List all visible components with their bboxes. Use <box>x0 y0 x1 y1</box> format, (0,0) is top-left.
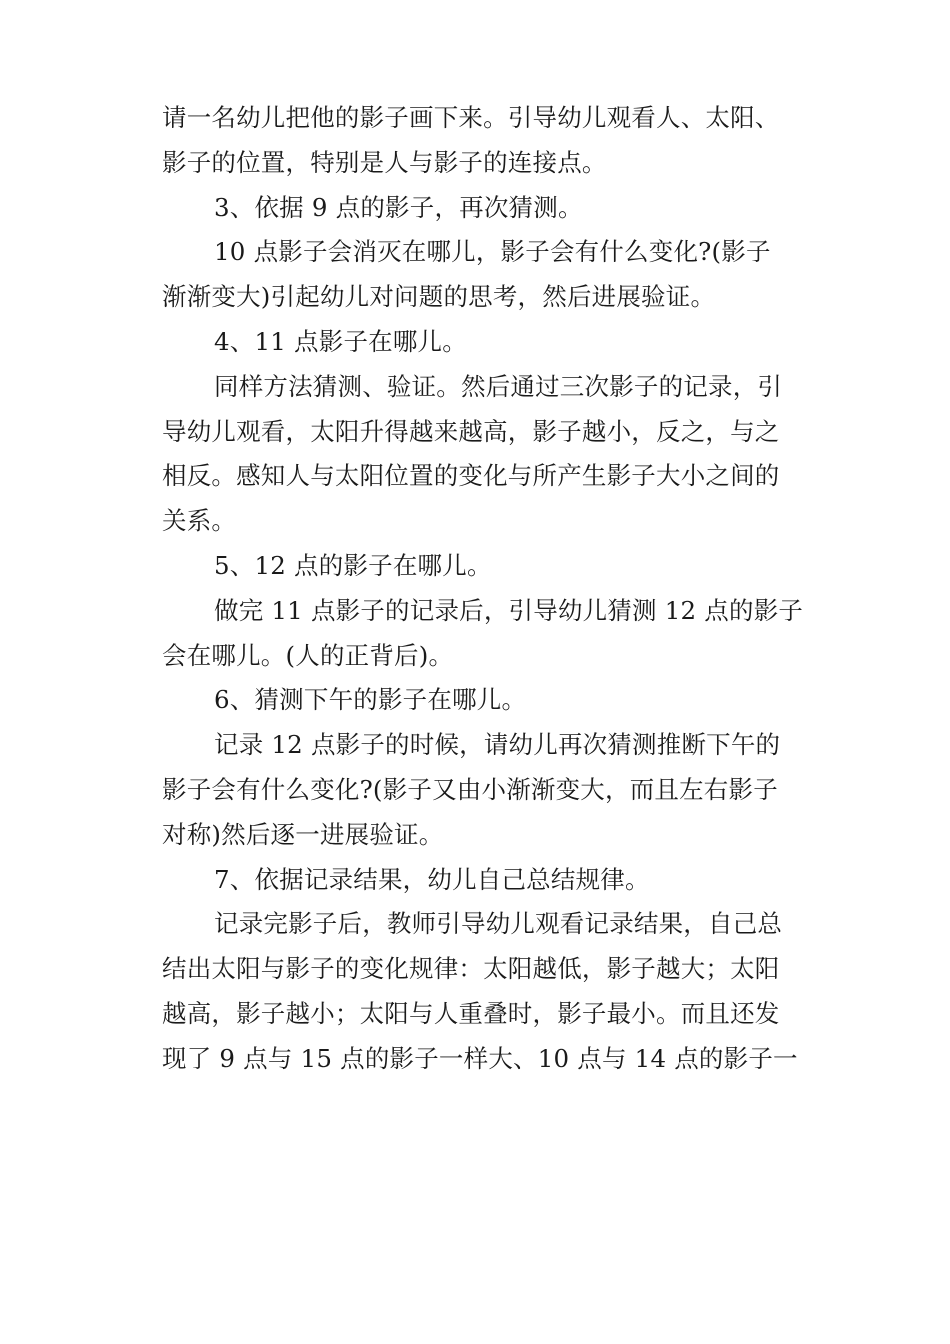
text-line: 影子的位置，特别是人与影子的连接点。 <box>162 147 607 177</box>
text-line: 关系。 <box>162 506 237 536</box>
step-heading: 5、12 点的影子在哪儿。 <box>214 550 492 580</box>
text-line: 对称)然后逐一进展验证。 <box>162 819 444 849</box>
text-line: 结出太阳与影子的变化规律：太阳越低，影子越大；太阳 <box>162 954 780 984</box>
text-line: 相反。感知人与太阳位置的变化与所产生影子大小之间的 <box>162 461 780 491</box>
text-line: 10 点影子会消灭在哪儿，影子会有什么变化?(影子 <box>214 237 771 267</box>
step-heading: 6、猜测下午的影子在哪儿。 <box>214 685 527 715</box>
text-line: 现了 9 点与 15 点的影子一样大、10 点与 14 点的影子一 <box>162 1043 798 1073</box>
text-line: 会在哪儿。(人的正背后)。 <box>162 640 454 670</box>
text-line: 请一名幼儿把他的影子画下来。引导幼儿观看人、太阳、 <box>162 103 780 132</box>
text-line: 越高，影子越小；太阳与人重叠时，影子最小。而且还发 <box>162 998 780 1028</box>
step-heading: 7、依据记录结果，幼儿自己总结规律。 <box>214 864 650 894</box>
text-line: 导幼儿观看，太阳升得越来越高，影子越小，反之，与之 <box>162 416 780 446</box>
text-line: 做完 11 点影子的记录后，引导幼儿猜测 12 点的影子 <box>214 595 804 625</box>
text-line: 记录完影子后，教师引导幼儿观看记录结果，自己总 <box>214 909 783 939</box>
step-heading: 4、11 点影子在哪儿。 <box>214 326 467 356</box>
step-heading: 3、依据 9 点的影子，再次猜测。 <box>214 192 583 222</box>
document-body <box>162 96 804 1082</box>
text-line: 渐渐变大)引起幼儿对问题的思考，然后进展验证。 <box>162 282 716 312</box>
text-line: 记录 12 点影子的时候，请幼儿再次猜测推断下午的 <box>214 730 781 760</box>
text-line: 同样方法猜测、验证。然后通过三次影子的记录，引 <box>214 371 783 401</box>
text-line: 影子会有什么变化?(影子又由小渐渐变大，而且左右影子 <box>162 774 778 804</box>
